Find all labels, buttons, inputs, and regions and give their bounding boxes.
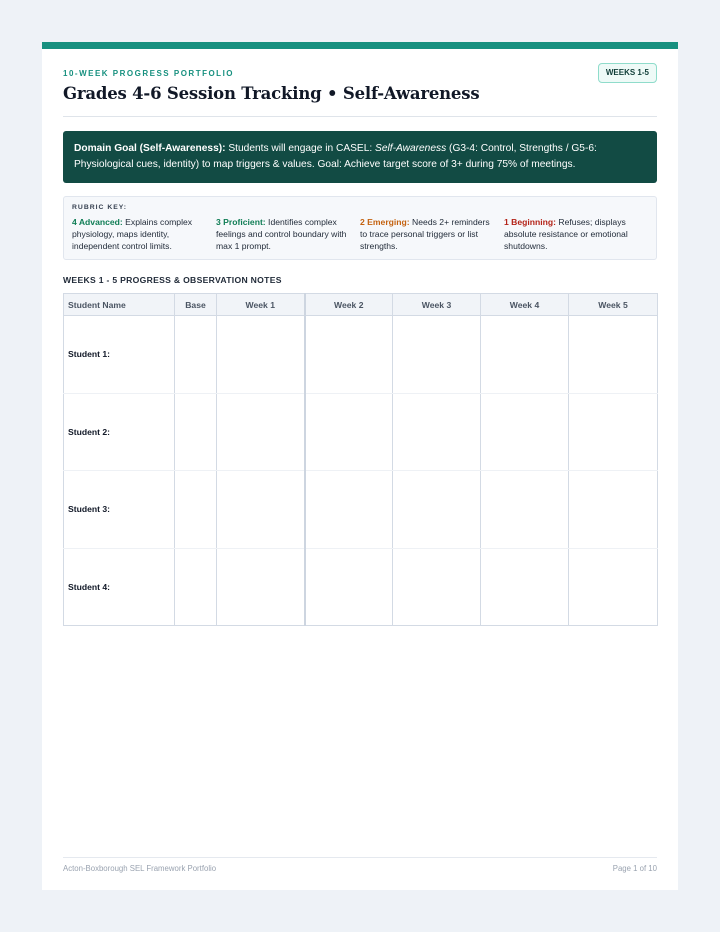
week-5-cell[interactable] xyxy=(569,471,658,549)
base-score-cell[interactable] xyxy=(175,548,217,626)
base-score-cell[interactable] xyxy=(175,471,217,549)
rubric-item-advanced xyxy=(72,216,216,252)
column-header-week-3: Week 3 xyxy=(393,294,481,316)
week-2-cell[interactable] xyxy=(305,316,393,394)
rubric-key xyxy=(63,196,657,260)
week-3-cell[interactable] xyxy=(393,393,481,471)
week-4-cell[interactable] xyxy=(481,316,569,394)
week-3-cell[interactable] xyxy=(393,316,481,394)
rubric-item-beginning xyxy=(504,216,648,252)
week-5-cell[interactable] xyxy=(569,393,658,471)
base-score-cell[interactable] xyxy=(175,316,217,394)
rubric-description: Explains complex physiology, maps identity, independent control limits. xyxy=(72,217,193,251)
rubric-description: Refuses; displays absolute resistance or emotional shutdowns. xyxy=(504,217,628,251)
page-header xyxy=(63,69,657,117)
table-row xyxy=(64,316,658,394)
column-header-student-name: Student Name xyxy=(64,294,175,316)
week-1-cell[interactable] xyxy=(217,316,305,394)
student-name-cell: Student 4: xyxy=(64,548,175,626)
table-row xyxy=(64,471,658,549)
portfolio-eyebrow: 10-WEEK PROGRESS PORTFOLIO xyxy=(63,69,235,78)
progress-table xyxy=(63,293,658,626)
goal-emphasis: Self-Awareness xyxy=(375,143,447,154)
week-5-cell[interactable] xyxy=(569,548,658,626)
goal-text-after: (G3-4: Control, Strengths / G5-6: Physiological cues, identity) to map triggers & values. Goal: Achieve target score of 3+ during 75% of meetings. xyxy=(74,143,597,170)
week-2-cell[interactable] xyxy=(305,548,393,626)
table-row xyxy=(64,548,658,626)
column-header-week-5: Week 5 xyxy=(569,294,658,316)
student-name-cell: Student 1: xyxy=(64,316,175,394)
footer-framework-name: Acton-Boxborough SEL Framework Portfolio xyxy=(63,864,217,873)
base-score-cell[interactable] xyxy=(175,393,217,471)
week-1-cell[interactable] xyxy=(217,548,305,626)
student-name-cell: Student 3: xyxy=(64,471,175,549)
column-header-week-4: Week 4 xyxy=(481,294,569,316)
rubric-item-proficient xyxy=(216,216,360,252)
domain-goal-banner xyxy=(63,131,657,183)
rubric-title: RUBRIC KEY: xyxy=(72,204,128,211)
week-4-cell[interactable] xyxy=(481,548,569,626)
week-3-cell[interactable] xyxy=(393,548,481,626)
table-row xyxy=(64,393,658,471)
portfolio-page xyxy=(42,42,678,890)
goal-text-before: Students will engage in CASEL: xyxy=(225,143,376,154)
week-5-cell[interactable] xyxy=(569,316,658,394)
rubric-level: 3 Proficient: xyxy=(216,217,266,227)
goal-label: Domain Goal (Self-Awareness): xyxy=(74,143,226,154)
week-4-cell[interactable] xyxy=(481,471,569,549)
rubric-level: 2 Emerging: xyxy=(360,217,410,227)
column-header-week-2: Week 2 xyxy=(305,294,393,316)
rubric-description: Needs 2+ reminders to trace personal triggers or list strengths. xyxy=(360,217,490,251)
rubric-level: 1 Beginning: xyxy=(504,217,557,227)
rubric-level: 4 Advanced: xyxy=(72,217,123,227)
week-2-cell[interactable] xyxy=(305,393,393,471)
column-header-week-1: Week 1 xyxy=(217,294,305,316)
section-title: WEEKS 1 - 5 PROGRESS & OBSERVATION NOTES xyxy=(63,275,282,285)
page-number: Page 1 of 10 xyxy=(612,864,657,873)
week-2-cell[interactable] xyxy=(305,471,393,549)
page-title: Grades 4-6 Session Tracking • Self-Awareness xyxy=(63,84,480,103)
rubric-item-emerging xyxy=(360,216,504,252)
week-1-cell[interactable] xyxy=(217,471,305,549)
page-footer xyxy=(63,857,657,873)
week-1-cell[interactable] xyxy=(217,393,305,471)
rubric-description: Identifies complex feelings and control boundary with max 1 prompt. xyxy=(216,217,347,251)
week-3-cell[interactable] xyxy=(393,471,481,549)
column-header-base: Base xyxy=(175,294,217,316)
student-name-cell: Student 2: xyxy=(64,393,175,471)
week-4-cell[interactable] xyxy=(481,393,569,471)
weeks-badge: WEEKS 1-5 xyxy=(598,63,657,83)
table-header-row xyxy=(64,294,658,316)
